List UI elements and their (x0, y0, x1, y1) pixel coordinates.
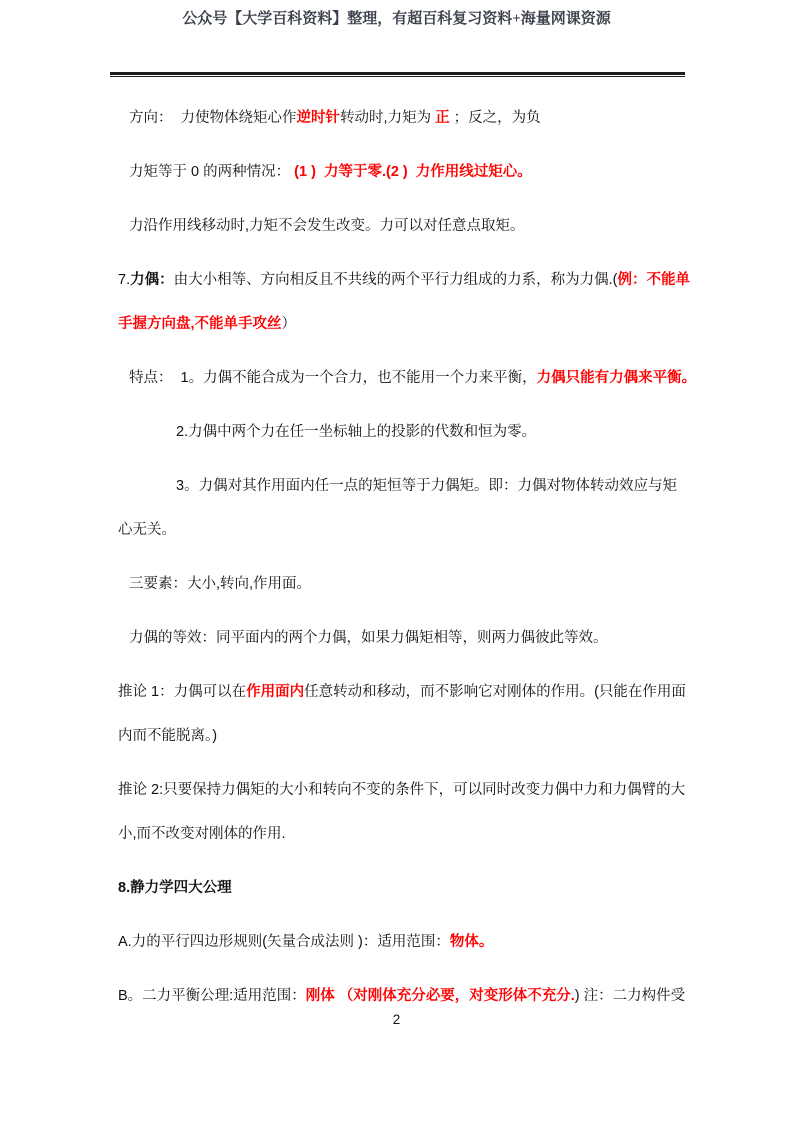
header-rule-divider (110, 72, 685, 77)
text-segment: 心无关。 (118, 522, 176, 538)
text-segment: 力偶： (130, 272, 174, 288)
paragraph (0, 204, 793, 248)
text-line (0, 562, 793, 606)
highlighted-text: 作用面内 (246, 684, 305, 700)
paragraph (0, 768, 793, 856)
text-segment: 力偶的等效：同平面内的两个力偶，如果力偶矩相等，则两力偶彼此等效。 (129, 630, 608, 646)
paragraph (0, 670, 793, 758)
highlighted-text: 物体。 (449, 934, 494, 950)
text-segment: A.力的平行四边形规则(矢量合成法则 )：适用范围： (118, 934, 450, 950)
highlighted-text: 手握方向盘,不能单手攻丝 (118, 316, 282, 332)
text-line (0, 204, 793, 248)
text-segment: ) 注：二力构件受 (574, 988, 686, 1004)
text-line (0, 866, 793, 910)
page-header: 公众号【大学百科资料】整理，有超百科复习资料+海量网课资源 (182, 11, 611, 27)
paragraph (0, 150, 793, 194)
paragraph (0, 258, 793, 346)
highlighted-text: 刚体 （对刚体充分必要，对变形体不充分. (305, 988, 575, 1004)
document-body (0, 96, 793, 1028)
paragraph (0, 356, 793, 400)
text-segment: 特点： 1。力偶不能合成为一个合力，也不能用一个力来平衡， (129, 370, 537, 386)
text-line (0, 768, 793, 812)
text-line (0, 258, 793, 302)
text-segment: 推论 1：力偶可以在 (118, 684, 247, 700)
paragraph (0, 866, 793, 910)
text-line (0, 356, 793, 400)
highlighted-text: 力偶只能有力偶来平衡。 (536, 370, 697, 386)
text-line (0, 96, 793, 140)
text-line (0, 150, 793, 194)
text-segment: ；反之，为负 (449, 110, 541, 126)
paragraph (0, 920, 793, 964)
text-line (0, 670, 793, 714)
text-segment: 内而不能脱离。) (118, 728, 218, 744)
text-segment: 由大小相等、方向相反且不共线的两个平行力组成的力系，称为力偶.( (173, 272, 618, 288)
text-segment: 7. (118, 272, 131, 288)
text-segment: 3。力偶对其作用面内任一点的矩恒等于力偶矩。即：力偶对物体转动效应与矩 (176, 478, 678, 494)
text-segment: 方向： 力使物体绕矩心作 (129, 110, 297, 126)
highlighted-text: 正 (435, 110, 450, 126)
text-line (0, 616, 793, 660)
text-segment: 力沿作用线移动时,力矩不会发生改变。力可以对任意点取矩。 (129, 218, 525, 234)
text-segment: 任意转动和移动，而不影响它对刚体的作用。(只能在作用面 (304, 684, 686, 700)
text-line (0, 464, 793, 508)
text-line (0, 812, 793, 856)
text-segment: ） (281, 316, 297, 332)
text-segment: 转动时,力矩为 (340, 110, 436, 126)
highlighted-text: 逆时针 (296, 110, 341, 126)
text-segment: 三要素：大小,转向,作用面。 (129, 576, 312, 592)
text-segment: 8.静力学四大公理 (118, 880, 232, 896)
highlighted-text: (1 ) 力等于零.(2 ) 力作用线过矩心。 (294, 164, 532, 180)
text-line (0, 714, 793, 758)
text-line (0, 302, 793, 346)
text-line (0, 920, 793, 964)
paragraph (0, 410, 793, 454)
paragraph (0, 562, 793, 606)
paragraph (0, 96, 793, 140)
text-line (0, 410, 793, 454)
highlighted-text: 例：不能单 (617, 272, 690, 288)
text-line (0, 508, 793, 552)
page-number: 2 (392, 1012, 401, 1027)
text-segment: 力矩等于 0 的两种情况： (129, 164, 295, 180)
text-segment: B。二力平衡公理:适用范围： (118, 988, 306, 1004)
text-segment: 小,而不改变对刚体的作用. (118, 826, 286, 842)
paragraph (0, 616, 793, 660)
text-segment: 2.力偶中两个力在任一坐标轴上的投影的代数和恒为零。 (176, 424, 537, 440)
text-segment: 推论 2:只要保持力偶矩的大小和转向不变的条件下，可以同时改变力偶中力和力偶臂的大 (118, 782, 686, 798)
paragraph (0, 464, 793, 552)
